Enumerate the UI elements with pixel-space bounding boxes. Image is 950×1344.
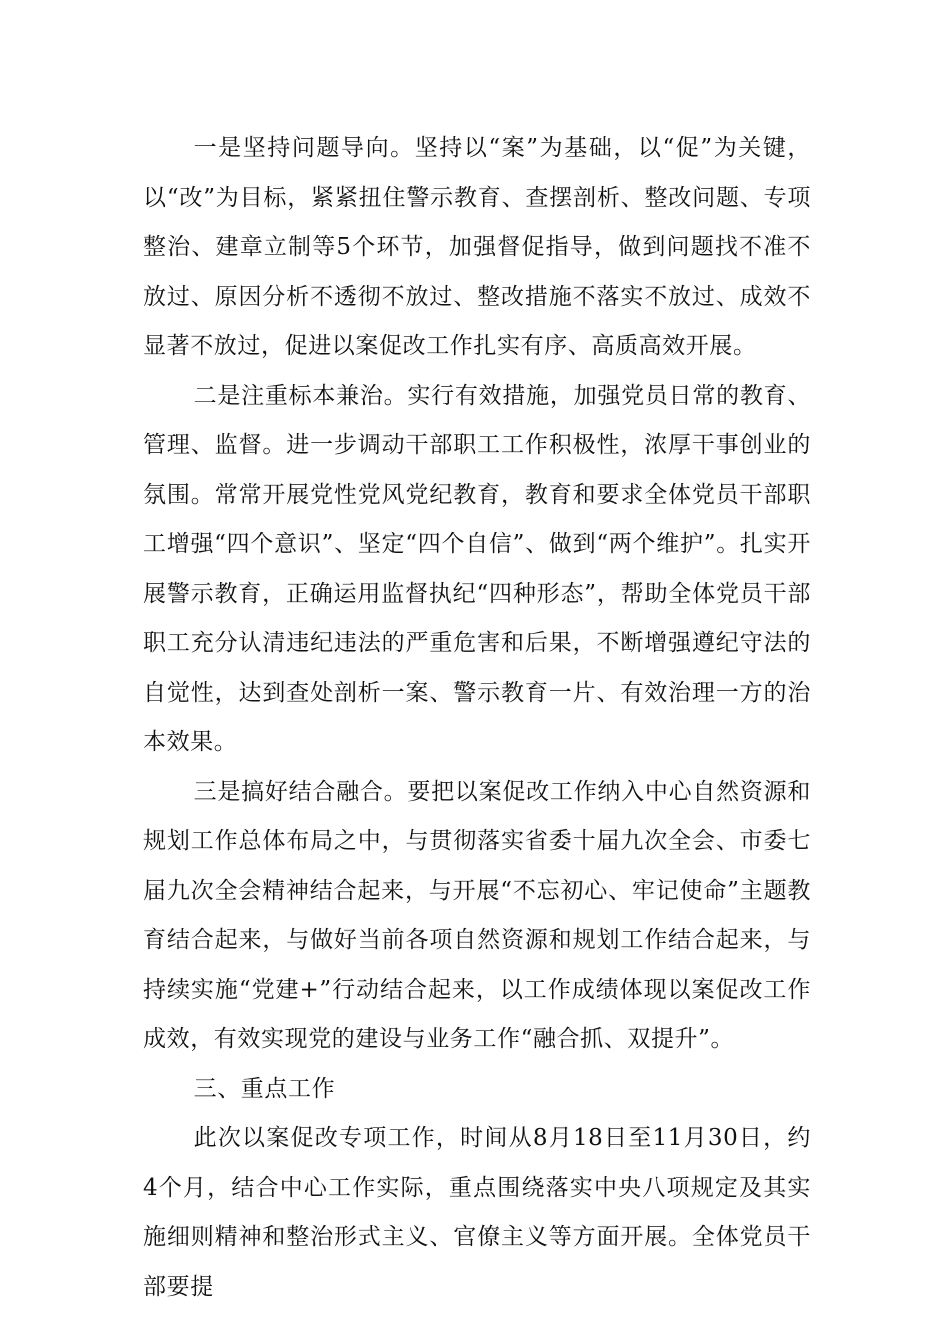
paragraph-integration: 三是搞好结合融合。要把以案促改工作纳入中心自然资源和规划工作总体布局之中，与贯彻落实省委十届九次全会、市委七届九次全会精神结合起来，与开展“不忘初心、牢记使命”主题教育结合起来，与做好当前各项自然资源和规划工作结合起来，与持续实施“党建+”行动结合起来，以工作成绩体现以案促改工作成效，有效实现党的建设与业务工作“融合抓、双提升”。 <box>143 778 811 1052</box>
paragraph-problem-oriented: 一是坚持问题导向。坚持以“案”为基础，以“促”为关键，以“改”为目标，紧紧扭住警示教育、查摆剖析、整改问题、专项整治、建章立制等5个环节，加强督促指导，做到问题找不准不放过、原因分析不透彻不放过、整改措施不落实不放过、成效不显著不放过，促进以案促改工作扎实有序、高质高效开展。 <box>143 135 811 359</box>
document-body <box>143 124 811 1312</box>
paragraph-root-cause-treatment: 二是注重标本兼治。实行有效措施，加强党员日常的教育、管理、监督。进一步调动干部职工工作积极性，浓厚干事创业的氛围。常常开展党性党风党纪教育，教育和要求全体党员干部职工增强“四个意识”、坚定“四个自信”、做到“两个维护”。扎实开展警示教育，正确运用监督执纪“四种形态”，帮助全体党员干部职工充分认清违纪违法的严重危害和后果，不断增强遵纪守法的自觉性，达到查处剖析一案、警示教育一片、有效治理一方的治本效果。 <box>143 382 811 755</box>
paragraph-key-work: 此次以案促改专项工作，时间从8月18日至11月30日，约4个月，结合中心工作实际，重点围绕落实中央八项规定及其实施细则精神和整治形式主义、官僚主义等方面开展。全体党员干部要提 <box>143 1125 811 1300</box>
section-heading-key-work: 三、重点工作 <box>193 1075 336 1102</box>
